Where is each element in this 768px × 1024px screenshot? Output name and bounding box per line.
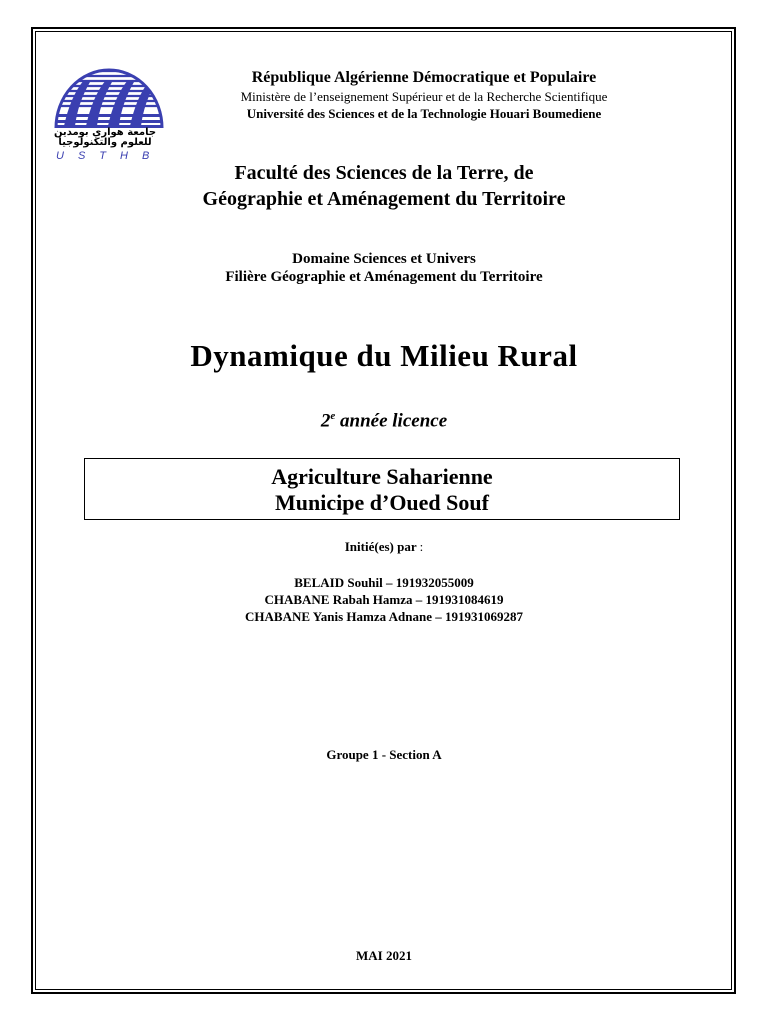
republic-heading: République Algérienne Démocratique et Populaire: [251, 69, 597, 86]
logo-arabic-line-2: للعلوم والتكنولوجيا: [58, 137, 152, 148]
authors-list: [0, 574, 768, 625]
filiere-line: Filière Géographie et Aménagement du Territoire: [225, 269, 543, 285]
author-item: CHABANE Yanis Hamza Adnane – 191931069287: [245, 609, 523, 624]
year-superscript: e: [330, 410, 336, 422]
domain-block: [0, 250, 768, 286]
subject-box: [84, 458, 680, 520]
faculty-line-2: Géographie et Aménagement du Territoire: [202, 188, 566, 210]
faculty-heading: [0, 160, 768, 212]
logo-arabic-text: [50, 128, 160, 148]
university-heading: Université des Sciences et de la Technologie Houari Boumediene: [246, 106, 602, 121]
group-label: Groupe 1 - Section A: [326, 747, 442, 762]
year-number: 2: [320, 410, 331, 432]
author-item: BELAID Souhil – 191932055009: [294, 575, 474, 590]
ministry-heading: Ministère de l’enseignement Supérieur et de la Recherche Scientifique: [240, 89, 608, 104]
subject-line-2: Municipe d’Oued Souf: [275, 490, 489, 515]
course-title: Dynamique du Milieu Rural: [190, 338, 578, 373]
author-item: CHABANE Rabah Hamza – 191931084619: [264, 592, 504, 607]
year-text: année licence: [340, 410, 448, 432]
faculty-line-1: Faculté des Sciences de la Terre, de: [234, 162, 534, 184]
initiated-by-label: [0, 539, 768, 555]
date-label: MAI 2021: [356, 948, 412, 963]
subject-line-1: Agriculture Saharienne: [271, 464, 493, 489]
year-label: [0, 410, 768, 432]
initiated-colon: :: [419, 539, 424, 554]
initiated-label-text: Initié(es) par: [344, 539, 417, 554]
domain-line: Domaine Sciences et Univers: [292, 251, 476, 267]
logo-arabic-line-1: جامعة هواري بومدين: [53, 127, 157, 138]
logo-letters: USTHB: [56, 150, 164, 162]
